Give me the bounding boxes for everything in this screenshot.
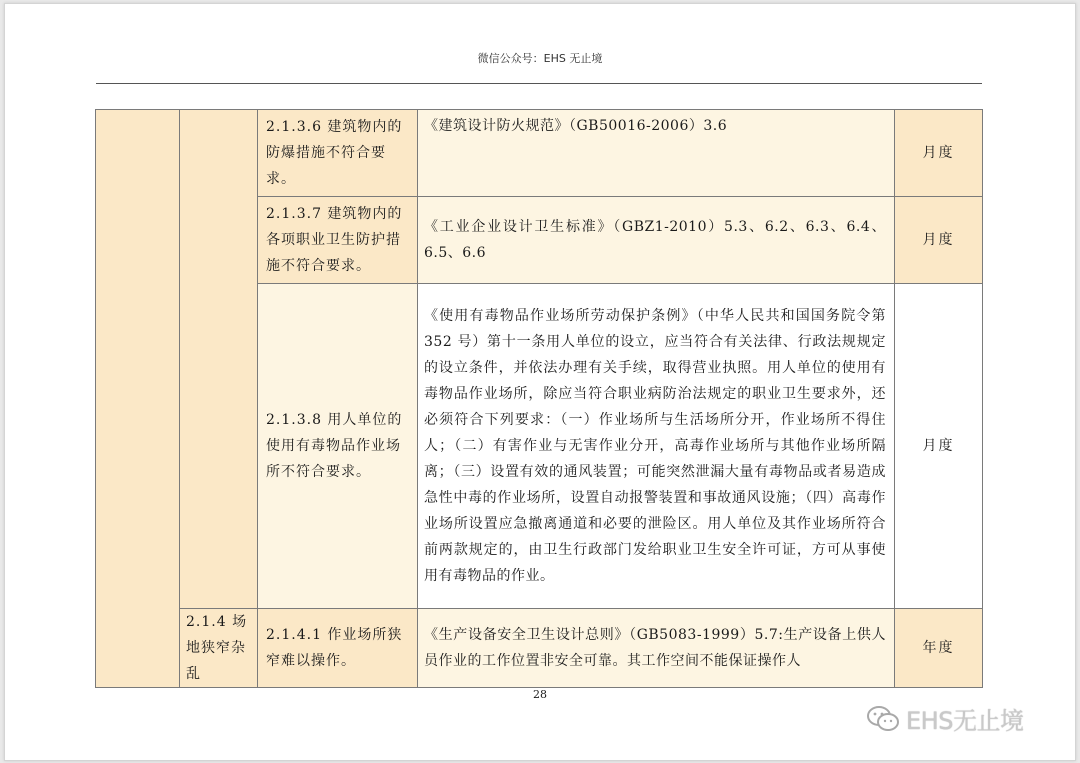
frequency: 年度 <box>895 609 983 688</box>
page-header: 微信公众号：EHS 无止境 <box>477 52 603 65</box>
basis-text: 《使用有毒物品作业场所劳动保护条例》（中华人民共和国国务院令第 352 号）第十一条用人单位的设立，应当符合有关法律、行政法规规定的设立条件，并依法办理有关手续，取得营业执照。用人单位的使用有毒物品作业场所，除应当符合职业病防治法规定的职业卫生要求外，还必须符合下列要求：（一）作业场所与生活场所分开，作业场所不得住人；（二）有害作业与无害作业分开，高毒作业场所与其他作业场所隔离；（三）设置有效的通风装置；可能突然泄漏大量有毒物品或者易造成急性中毒的作业场所，设置自动报警装置和事故通风设施；（四）高毒作业场所设置应急撤离通道和必要的泄险区。用人单位及其作业场所符合前两款规定的，由卫生行政部门发给职业卫生安全许可证，方可从事使用有毒物品的作业。 <box>418 284 895 609</box>
frequency: 月度 <box>895 110 983 197</box>
table-row <box>96 110 983 197</box>
watermark-text: EHS无止境 <box>906 707 1024 735</box>
basis-text: 《生产设备安全卫生设计总则》（GB5083-1999）5.7:生产设备上供人员作业的工作位置非安全可靠。其工作空间不能保证操作人 <box>418 609 895 688</box>
check-item: 2.1.3.7 建筑物内的各项职业卫生防护措施不符合要求。 <box>258 197 418 284</box>
wechat-icon <box>866 705 900 733</box>
check-item: 2.1.3.8 用人单位的使用有毒物品作业场所不符合要求。 <box>258 284 418 609</box>
category-cell <box>96 110 180 688</box>
subcategory-cell: 2.1.4 场地狭窄杂乱 <box>180 609 258 688</box>
inspection-table <box>95 109 983 688</box>
header-rule <box>96 83 982 84</box>
table-row <box>96 609 983 688</box>
subcategory-cell <box>180 110 258 609</box>
check-item: 2.1.4.1 作业场所狭窄难以操作。 <box>258 609 418 688</box>
frequency: 月度 <box>895 284 983 609</box>
page-number: 28 <box>533 688 547 701</box>
watermark <box>866 701 1023 736</box>
check-item: 2.1.3.6 建筑物内的防爆措施不符合要求。 <box>258 110 418 197</box>
basis-text: 《工业企业设计卫生标准》（GBZ1-2010）5.3、6.2、6.3、6.4、6.5、6.6 <box>418 197 895 284</box>
frequency: 月度 <box>895 197 983 284</box>
basis-text: 《建筑设计防火规范》（GB50016-2006）3.6 <box>418 110 895 197</box>
table-viewport <box>95 109 983 682</box>
